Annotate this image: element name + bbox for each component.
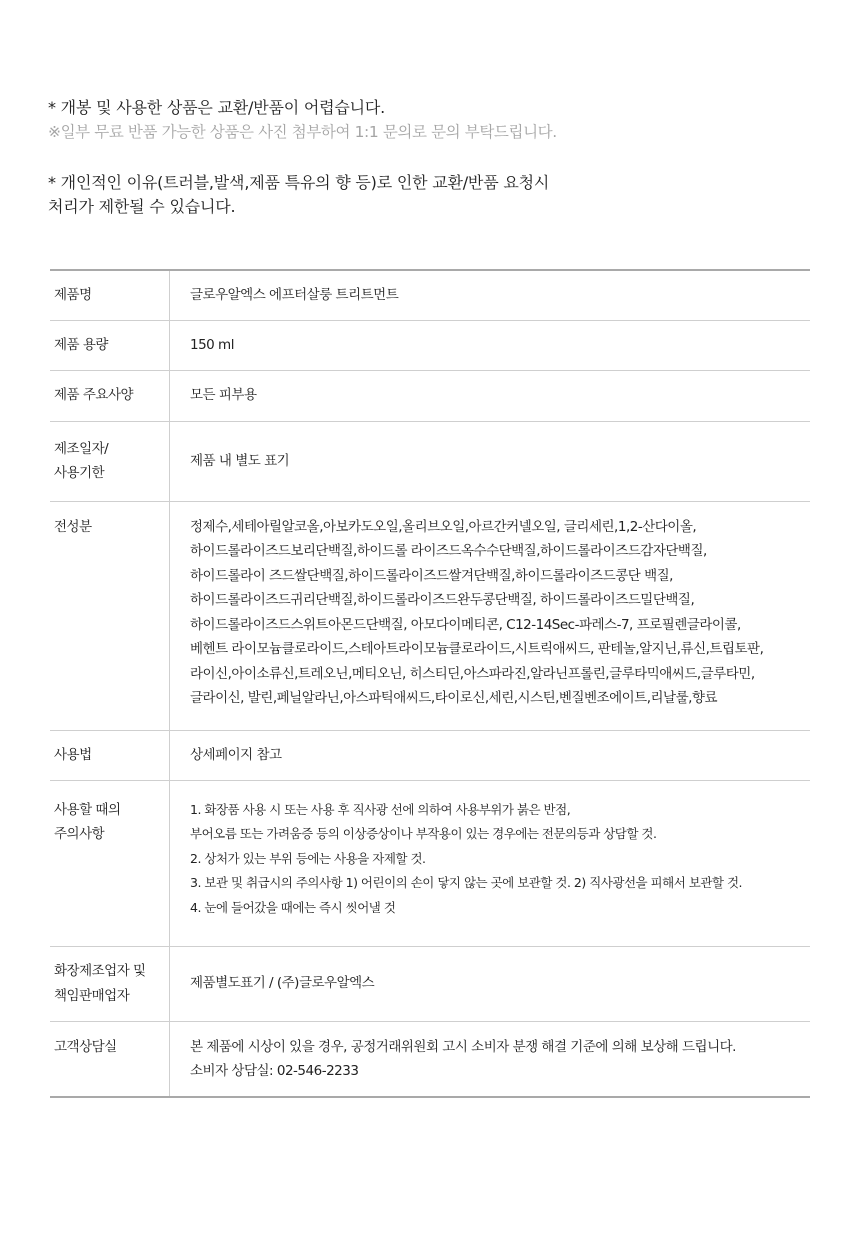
row-label: 화장제조업자 및 책임판매업자 — [50, 946, 170, 1021]
table-row — [50, 730, 810, 780]
row-value: 제품 내 별도 표기 — [170, 421, 811, 501]
table-row — [50, 421, 810, 501]
row-label: 전성분 — [50, 501, 170, 730]
table-row — [50, 320, 810, 370]
product-info-table — [50, 269, 810, 1098]
table-row — [50, 270, 810, 320]
notice-section — [48, 96, 828, 219]
row-value: 제품별도표기 / (주)글로우알엑스 — [170, 946, 811, 1021]
row-value: 모든 피부용 — [170, 370, 811, 421]
notice-no-return: * 개봉 및 사용한 상품은 교환/반품이 어렵습니다. — [48, 98, 386, 117]
notice-free-return: ※일부 무료 반품 가능한 상품은 사진 첨부하여 1:1 문의로 문의 부탁드립니다. — [48, 123, 557, 141]
row-value: 글로우알엑스 에프터살룽 트리트먼트 — [170, 270, 811, 320]
table-row — [50, 1021, 810, 1097]
table-row — [50, 370, 810, 421]
row-value: 본 제품에 시상이 있을 경우, 공정거래위원회 고시 소비자 분쟁 해결 기준에 의해 보상해 드립니다. 소비자 상담실: 02-546-2233 — [190, 1038, 736, 1079]
row-label: 제품 주요사양 — [50, 370, 170, 421]
row-label: 제조일자/ 사용기한 — [50, 421, 170, 501]
table-row — [50, 946, 810, 1021]
row-label: 고객상담실 — [50, 1021, 170, 1097]
row-label: 사용법 — [50, 730, 170, 780]
row-value: 상세페이지 참고 — [170, 730, 811, 780]
row-label: 제품 용량 — [50, 320, 170, 370]
row-value: 1. 화장품 사용 시 또는 사용 후 직사광 선에 의하여 사용부위가 붉은 반점, 부어오름 또는 가려움증 등의 이상증상이나 부작용이 있는 경우에는 전문의등과 상담할 것. 2. 상처가 있는 부위 등에는 사용을 자제할 것. 3. 보관 및 취급시의 주의사항 1) 어린이의 손이 닿지 않는 곳에 보관할 것. 2) 직사광선을 피해서 보관할 것. 4. 눈에 들어갔을 때에는 즉시 씻어낼 것 — [170, 780, 811, 946]
row-label: 제품명 — [50, 270, 170, 320]
table-row — [50, 780, 810, 946]
table-row — [50, 501, 810, 730]
row-value: 정제수,세테아릴알코올,아보카도오일,올리브오일,아르간커넬오일, 글리세린,1,2-산다이올, 하이드롤라이즈드보리단백질,하이드롤 라이즈드옥수수단백질,하이드롤라이즈드감자단백질, 하이드롤라이 즈드쌀단백질,하이드롤라이즈드쌀겨단백질,하이드롤라이즈드콩단 백질, 하이드롤라이즈드귀리단백질,하이드롤라이즈드완두콩단백질, 하이드롤라이즈드밀단백질, 하이드롤라이즈드스위트아몬드단백질, 아모다이메티콘, C12-14Sec-파레스-7, 프로필렌글라이콜, 베헨트 라이모늄클로라이드,스테아트라이모늄클로라이드,시트릭애씨드, 판테놀,알지닌,류신,트립토판, 라이신,아이소류신,트레오닌,메티오닌, 히스티딘,아스파라진,알라닌프롤린,글루타믹애씨드,글루타민, 글라이신, 발린,페닐알라닌,아스파틱애씨드,타이로신,세린,시스틴,벤질벤조에이트,리날룰,향료 — [170, 501, 811, 730]
notice-personal-reason: * 개인적인 이유(트러블,발색,제품 특유의 향 등)로 인한 교환/반품 요청시 처리가 제한될 수 있습니다. — [48, 173, 550, 216]
row-label: 사용할 때의 주의사항 — [50, 780, 170, 946]
row-value: 150 ml — [170, 320, 811, 370]
